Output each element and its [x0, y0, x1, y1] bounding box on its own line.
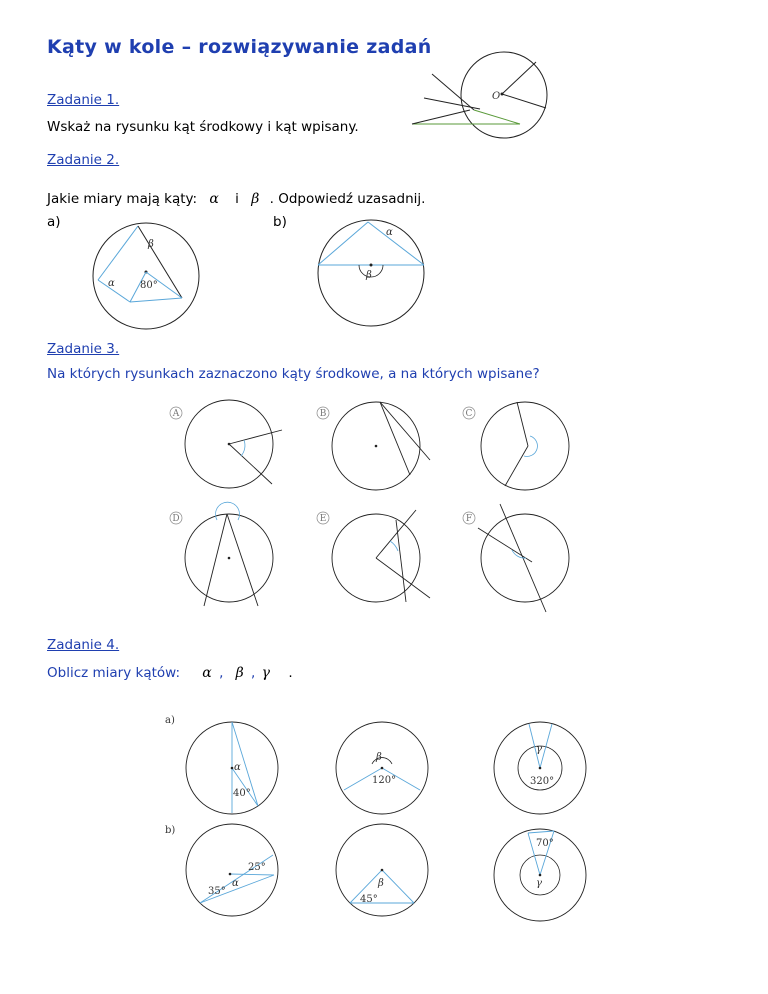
task4-figure-b1: [186, 824, 278, 916]
task2-conj: i: [235, 191, 239, 207]
fig-b-alpha: α: [386, 227, 393, 238]
fig-b-beta: β: [366, 270, 372, 281]
task3-figure-c: [463, 402, 569, 490]
task2-figure-b: [316, 218, 426, 328]
fig-a-angle: 80°: [140, 280, 158, 291]
b1-greek: α: [232, 878, 239, 889]
task4-figure-b2: [336, 824, 428, 916]
a1-greek: α: [234, 762, 241, 773]
task4-figures: [160, 710, 610, 940]
b3-greek: γ: [536, 878, 542, 889]
task2-text-before: Jakie miary mają kąty:: [47, 191, 198, 207]
a1-angle: 40°: [233, 788, 251, 799]
fig-a-beta: β: [148, 239, 154, 250]
fig-label-b: B: [319, 409, 327, 419]
task3-figures: [160, 400, 600, 620]
b1-angle2: 35°: [208, 886, 226, 897]
task4-beta: β: [235, 665, 244, 681]
task2-label-b: b): [273, 214, 287, 230]
task4-figure-a1: [186, 722, 278, 814]
a2-greek: β: [376, 752, 382, 763]
b3-angle: 70°: [536, 838, 554, 849]
task4-figure-a3: [494, 722, 586, 814]
fig-label-c: C: [465, 409, 473, 419]
task2-heading: Zadanie 2.: [47, 152, 120, 168]
task3-figure-d: [170, 502, 273, 606]
fig-label-e: E: [319, 514, 327, 524]
task4-figure-a2: [336, 722, 428, 814]
b2-angle: 45°: [360, 894, 378, 905]
b2-greek: β: [378, 878, 384, 889]
task4-alpha: α: [202, 665, 212, 681]
task2-figure-a: [90, 222, 210, 332]
task4-sep-2: ,: [251, 665, 256, 681]
task2-beta: β: [251, 191, 260, 207]
task2-label-a: a): [47, 214, 61, 230]
task4-figure-b3: [494, 829, 586, 921]
task4-heading: Zadanie 4.: [47, 637, 120, 653]
b1-angle1: 25°: [248, 862, 266, 873]
task4-gamma: γ: [261, 665, 271, 681]
fig-label-a: A: [172, 409, 180, 419]
task2-question: [47, 191, 425, 207]
row-b-label: b): [165, 825, 176, 836]
task2-alpha: α: [209, 191, 219, 207]
a3-greek: γ: [536, 744, 542, 755]
fig-label-f: F: [465, 514, 473, 524]
row-a-label: a): [165, 715, 175, 726]
task4-question: [47, 665, 293, 681]
task3-figure-b: [317, 402, 430, 490]
page-title: Kąty w kole – rozwiązywanie zadań: [47, 36, 432, 58]
task3-text: Na których rysunkach zaznaczono kąty środkowe, a na których wpisane?: [47, 366, 540, 382]
task4-sep-1: ,: [219, 665, 224, 681]
a2-angle: 120°: [372, 775, 397, 786]
task1-figure: [400, 50, 560, 140]
a3-angle: 320°: [530, 776, 555, 787]
fig-label-d: D: [172, 514, 180, 524]
task4-end: .: [288, 665, 293, 681]
task1-text: Wskaż na rysunku kąt środkowy i kąt wpisany.: [47, 119, 359, 135]
task3-figure-f: [463, 504, 569, 612]
task2-text-after: . Odpowiedź uzasadnij.: [269, 191, 426, 207]
task4-text: Oblicz miary kątów:: [47, 665, 180, 681]
task1-heading: Zadanie 1.: [47, 92, 120, 108]
task3-heading: Zadanie 3.: [47, 341, 120, 357]
fig-a-alpha: α: [108, 278, 115, 289]
task3-figure-e: [317, 510, 430, 602]
point-o-label: O: [492, 91, 501, 102]
task3-figure-a: [170, 400, 282, 488]
